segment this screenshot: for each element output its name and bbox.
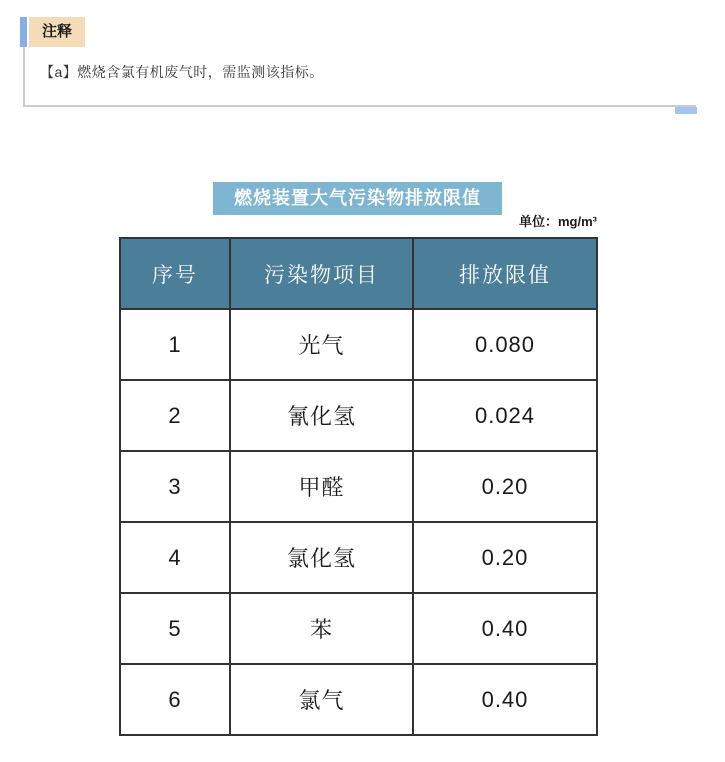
cell-pollutant: 氯气 <box>230 664 413 735</box>
cell-pollutant: 甲醛 <box>230 451 413 522</box>
table-header-row <box>120 238 597 309</box>
cell-limit: 0.024 <box>413 380 597 451</box>
cell-serial-no: 4 <box>120 522 230 593</box>
horizontal-scrollbar-thumb[interactable] <box>675 107 697 114</box>
note-box-left-border <box>23 47 25 107</box>
cell-limit: 0.080 <box>413 309 597 380</box>
cell-limit: 0.20 <box>413 522 597 593</box>
cell-serial-no: 5 <box>120 593 230 664</box>
table-row <box>120 380 597 451</box>
cell-pollutant: 苯 <box>230 593 413 664</box>
cell-limit: 0.40 <box>413 593 597 664</box>
header-serial-no: 序号 <box>120 238 230 309</box>
table-row <box>120 593 597 664</box>
cell-limit: 0.40 <box>413 664 597 735</box>
table-row <box>120 522 597 593</box>
note-heading: 注释 <box>29 17 85 47</box>
header-limit: 排放限值 <box>413 238 597 309</box>
cell-serial-no: 2 <box>120 380 230 451</box>
header-pollutant: 污染物项目 <box>230 238 413 309</box>
unit-label: 单位：mg/m³ <box>518 214 597 229</box>
table-title: 燃烧装置大气污染物排放限值 <box>213 182 502 215</box>
cell-pollutant: 光气 <box>230 309 413 380</box>
cell-serial-no: 1 <box>120 309 230 380</box>
cell-limit: 0.20 <box>413 451 597 522</box>
table-row <box>120 309 597 380</box>
table-row <box>120 451 597 522</box>
cell-pollutant: 氯化氢 <box>230 522 413 593</box>
cell-pollutant: 氰化氢 <box>230 380 413 451</box>
note-text: 【a】燃烧含氯有机废气时，需监测该指标。 <box>40 64 324 80</box>
cell-serial-no: 3 <box>120 451 230 522</box>
note-box-bottom-border <box>23 105 696 107</box>
cell-serial-no: 6 <box>120 664 230 735</box>
note-accent-bar <box>20 17 27 47</box>
emission-limits-table <box>119 237 598 736</box>
table-row <box>120 664 597 735</box>
